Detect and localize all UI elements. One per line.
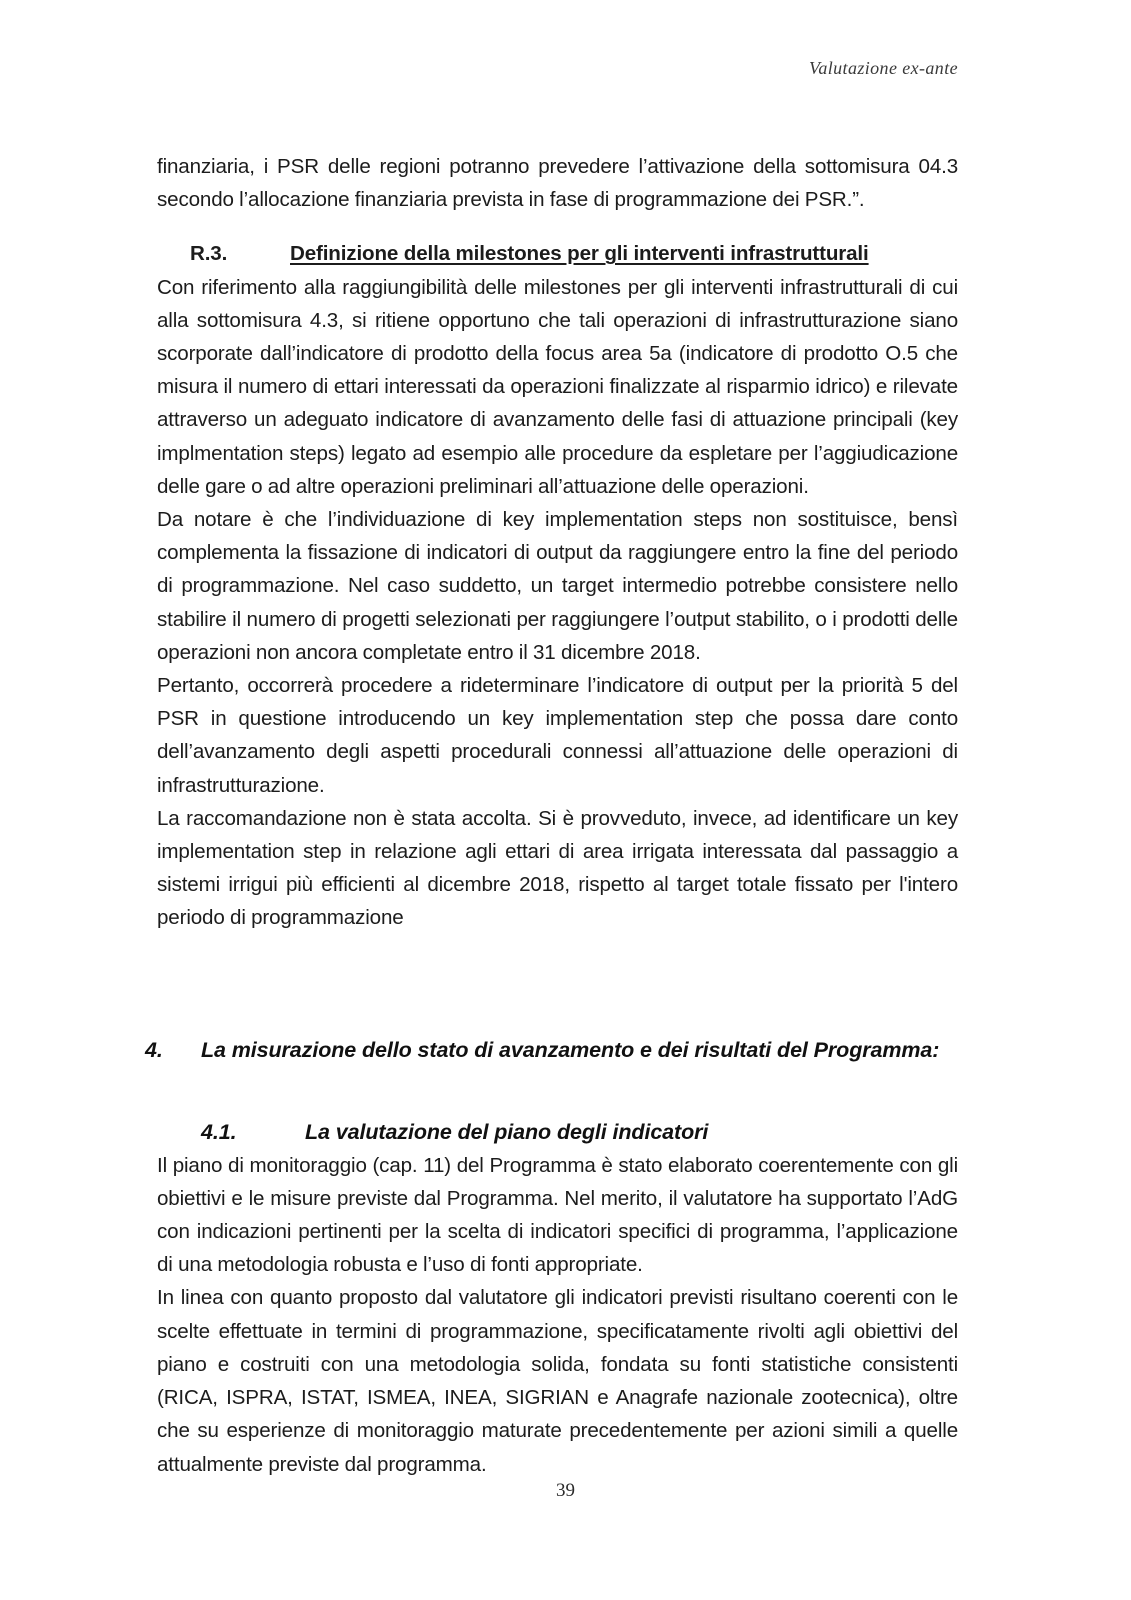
subsection-paragraph-1: Il piano di monitoraggio (cap. 11) del Programma è stato elaborato coerentemente con gli obiettivi e le misure previste dal Programma. Nel merito, il valutatore ha supportato l’AdG con indicazioni pertinenti per la scelta di indicatori specifici di programma, l’applicazione di una metodologia robusta e l’uso di fonti appropriate.: [157, 1153, 958, 1277]
section-title: La misurazione dello stato di avanzamento e dei risultati del Programma:: [201, 1037, 940, 1062]
intro-paragraph: finanziaria, i PSR delle regioni potranno prevedere l’attivazione della sottomisura 04.3 secondo l’allocazione finanziaria prevista in fase di programmazione dei PSR.”.: [157, 155, 958, 212]
recommendation-title: Definizione della milestones per gli interventi infrastrutturali: [290, 242, 869, 266]
recommendation-heading: [157, 216, 958, 270]
subsection-number: 4.1.: [201, 1119, 237, 1144]
recommendation-paragraph-3: Pertanto, occorrerà procedere a rideterminare l’indicatore di output per la priorità 5 del PSR in questione introducendo un key implementation step che possa dare conto dell’avanzamento degli aspetti procedurali connessi all’attuazione delle operazioni di infrastrutturazione.: [157, 674, 958, 797]
subsection-spacer: [157, 1067, 958, 1115]
subsection-paragraph-2: In linea con quanto proposto dal valutatore gli indicatori previsti risultano coerenti con le scelte effettuate in termini di programmazione, specificatamente rivolti agli obiettivi del piano e costruiti con una metodologia solida, fondata su fonti statistiche consistenti (RICA, ISPRA, ISTAT, ISMEA, INEA, SIGRIAN e Anagrafe nazionale zootecnica), oltre che su esperienze di monitoraggio maturate precedentemente per azioni simili a quelle attualmente previste dal programma.: [157, 1286, 958, 1476]
subsection-heading: [157, 1115, 958, 1149]
running-header: Valutazione ex-ante: [808, 58, 958, 78]
recommendation-number: R.3.: [190, 242, 228, 266]
section-heading: [145, 1033, 958, 1067]
document-content: [145, 150, 958, 1481]
section-number: 4.: [145, 1037, 163, 1062]
page-number: 39: [556, 1480, 575, 1501]
subsection-title: La valutazione del piano degli indicatori: [305, 1119, 709, 1144]
recommendation-paragraph-1: Con riferimento alla raggiungibilità delle milestones per gli interventi infrastrutturali di cui alla sottomisura 4.3, si ritiene opportuno che tali operazioni di infrastrutturazione siano scorporate dall’indicatore di prodotto della focus area 5a (indicatore di prodotto O.5 che misura il numero di ettari interessati da operazioni finalizzate al risparmio idrico) e rilevate attraverso un adeguato indicatore di avanzamento delle fasi di attuazione principali (key implmentation steps) legato ad esempio alle procedure da espletare per l’aggiudicazione delle gare o ad altre operazioni preliminari all’attuazione delle operazioni.: [157, 275, 958, 498]
recommendation-paragraph-4: La raccomandazione non è stata accolta. Si è provveduto, invece, ad identificare un key implementation step in relazione agli ettari di area irrigata interessata dal passaggio a sistemi irrigui più efficienti al dicembre 2018, rispetto al target totale fissato per l'intero periodo di programmazione: [157, 806, 958, 930]
section-spacer: [157, 935, 958, 1033]
recommendation-paragraph-2: Da notare è che l’individuazione di key implementation steps non sostituisce, bensì complementa la fissazione di indicatori di output da raggiungere entro la fine del periodo di programmazione. Nel caso suddetto, un target intermedio potrebbe consistere nello stabilire il numero di progetti selezionati per raggiungere l’output stabilito, o i prodotti delle operazioni non ancora completate entro il 31 dicembre 2018.: [157, 508, 958, 664]
